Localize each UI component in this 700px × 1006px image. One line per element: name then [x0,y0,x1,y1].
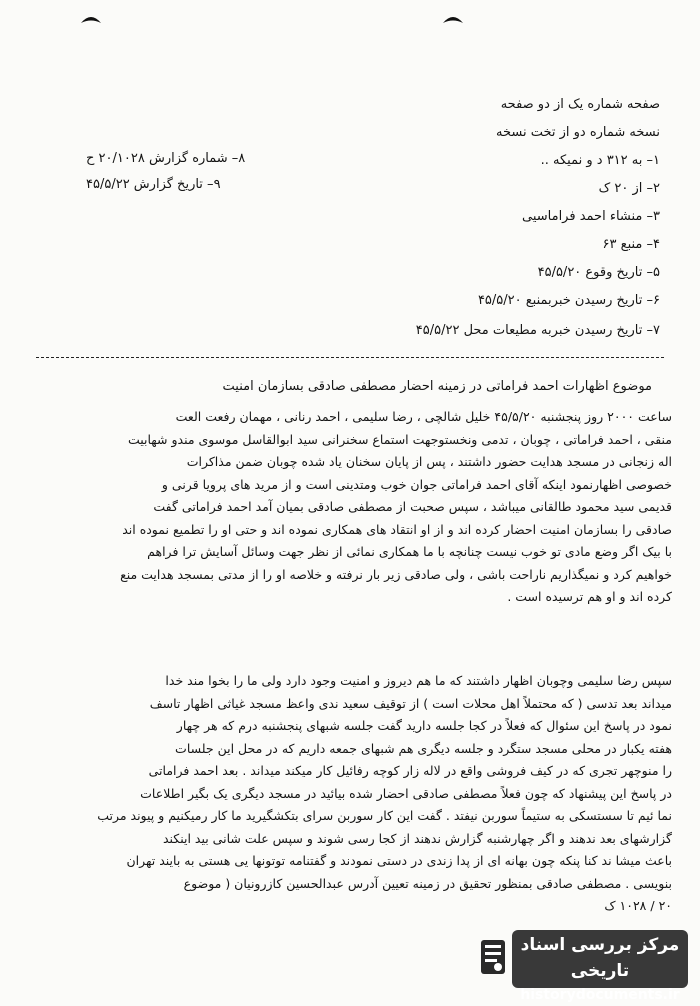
header-item: ۴– منبع ۶۳ [602,237,660,252]
report-paragraph-2 [24,670,672,918]
archive-watermark [512,930,688,1003]
report-date: ۹– تاریخ گزارش ۴۵/۵/۲۲ [86,177,221,192]
text-line: ۲۰ / ۱۰۲۸ ک [604,898,672,913]
header-item: ۱– به ۳۱۲ د و نمیکه .. [540,153,660,168]
text-line: هفته یکبار در محلی مسجد ستگرد و جلسه دیگری هم شبهای جمعه داریم که در محل این جلسات [175,740,672,756]
header-item: ۶– تاریخ رسیدن خبربمنبع ۴۵/۵/۲۰ [477,293,660,308]
watermark-title: مرکز بررسی اسناد تاریخی [520,935,680,981]
header-item: ۵– تاریخ وقوع ۴۵/۵/۲۰ [537,265,660,280]
text-line: را منوچهر تجری که در کیف فروشی واقع در لاله زار کوچه رفائیل کار میکند میداند . بعد احمد فراماتی [148,763,672,778]
page-number-line: صفحه شماره یک از دو صفحه [500,97,660,112]
copy-number-line: نسخه شماره دو از تخت نسخه [495,125,660,140]
text-line: باعث میشا ند کنا پنکه چون بهانه ای از پدا زندی در دستی نمودند و گفتنامه توتونها یی هستی به بایند تهران [126,853,672,868]
text-line: نما ئیم تا سستسکی به ستیماً سوربن نیفتد . گفت این کار سوربن سرای بتکشگیرید ما کار رمیکنیم و پیوند مرتب [97,808,672,823]
watermark-url: historydocuments.ir [520,987,680,1003]
report-paragraph-1 [24,406,672,609]
text-line: با بیک اگر وضع مادی تو خوب نیست چنانچه با ما همکاری نمائی از نظر جهت وسائل آسایش ترا فراهم [147,544,672,559]
text-line: در پاسخ این پیشنهاد که چون فعلاً مصطفی صادقی احضار شده بیائید در مسجد دیگری یک بگیر اطلاعات [140,785,672,801]
text-line: کرده اند و او هم ترسیده است . [507,589,672,604]
subject-line: موضوع اظهارات احمد فراماتی در زمینه احضار مصطفی صادقی بسازمان امنیت [222,379,652,394]
text-line: بنویسی . مصطفی صادقی بمنظور تحقیق در زمینه تعیین آدرس عبدالحسین کازرونیان ( موضوع [183,875,672,891]
text-line: اله زنجانی در مسجد هدایت حضور داشتند ، پس از پایان سخنان یاد شده چوبان ضمن مذاکرات [186,454,672,469]
report-number: ۸– شماره گزارش ۲۰/۱۰۲۸ ح [86,151,246,166]
archive-seal-icon [478,938,508,976]
text-line: سپس رضا سلیمی وچوبان اظهار داشتند که ما هم دیروز و امنیت وجود دارد ولی ما را بخوا مند خدا [165,673,672,688]
header-item: ۷– تاریخ رسیدن خبربه مطیعات محل ۴۵/۵/۲۲ [415,323,660,338]
text-line: میداند بعد تدسی ( که محتملاً اهل محلات است ) از توقیف سعید ندی واعظ مسجد غیاثی اظهار تاسف [149,695,672,711]
section-divider [36,357,664,358]
text-line: خواهیم کرد و نمیگذاریم ناراحت باشی ، ولی صادقی زیر بار نرفته و خلاصه او را از مدتی بمسجد هدایت منع [120,566,672,582]
punch-hole-mark [80,14,102,24]
text-line: خصوصی اظهارنمود اینکه آقای احمد فراماتی جوان خوب ومتدینی است و از مرید های پرویا قرنی و [161,476,672,492]
text-line: منقی ، احمد فراماتی ، چوبان ، تدمی ونخستوجهت استماع سخنرانی سید ابوالقاسل موسوی مندو شهابیت [127,431,672,447]
punch-hole-mark [442,14,464,24]
header-item: ۳– منشاء احمد فراماسیی [522,209,660,224]
text-line: گزارشهای بعد ندهند و اگر چهارشنبه گزارش ندهند از کجا رسی شوند و سپس علت شانی بید اینکند [162,830,672,846]
text-line: قدیمی سید محمود طالقانی میباشد ، سپس صحبت از مصطفی صادقی بمیان آمد احمد فراماتی گفت [153,499,672,514]
header-item: ۲– از ۲۰ ک [598,181,660,196]
text-line: نمود در پاسخ این سئوال که فعلاً در کجا جلسه دارید گفت جلسه شبهای پنجشنبه درم که هر چهار [176,718,672,733]
text-line: ساعت ۲۰۰۰ روز پنجشنبه ۴۵/۵/۲۰ خلیل شالچی ، رضا سلیمی ، احمد رنانی ، مهمان رفعت العت [175,409,672,424]
text-line: صادقی را بسازمان امنیت احضار کرده اند و از او انتقاد های همکاری نموده اند و حتی او را تطمیع نموده اند [122,521,672,537]
